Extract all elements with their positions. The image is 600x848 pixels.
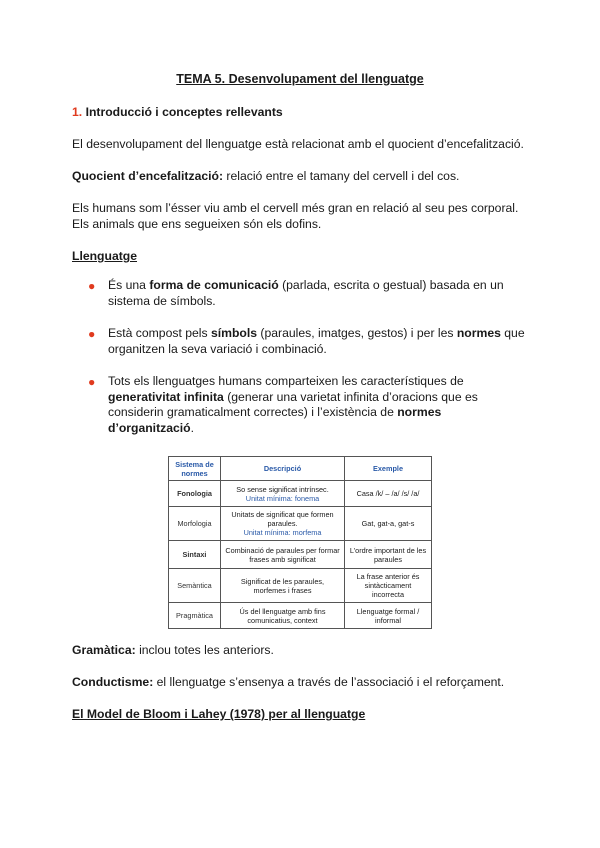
table-row	[169, 603, 432, 629]
bullet-icon: ●	[88, 327, 96, 341]
cell-example: Llenguatge formal / informal	[345, 603, 432, 629]
text: (paraules, imatges, gestos) i per les	[257, 326, 457, 340]
bold-text: normes d’organització	[108, 405, 442, 435]
table-row	[169, 541, 432, 569]
line: Els animals que ens segueixen són els dofins.	[72, 217, 322, 231]
text: Tots els llenguatges humans comparteixen les característiques de	[108, 374, 464, 388]
table-row	[169, 569, 432, 603]
term: Gramàtica:	[72, 643, 136, 657]
bold-text: símbols	[210, 326, 258, 340]
paragraph-behaviorism	[72, 674, 542, 690]
text: Unitat mínima: fonema	[245, 493, 320, 503]
cell-description	[221, 481, 345, 507]
bold-text: generativitat infinita	[108, 389, 224, 404]
text: (generar una varietat infinita d’oracions que es considerin gramaticalment correctes) i l’existència de	[108, 389, 478, 419]
cell-example: Casa /k/ – /a/ /s/ /a/	[345, 481, 432, 507]
bold-text: normes	[456, 326, 501, 340]
heading-bloom-lahey: El Model de Bloom i Lahey (1978) per al llenguatge	[72, 707, 366, 721]
table-row	[169, 481, 432, 507]
text: Està compost pels	[108, 326, 211, 340]
cell-system: Morfologia	[169, 507, 221, 541]
language-systems-table	[168, 456, 432, 629]
cell-description: Significat de les paraules, morfemes i frases	[221, 569, 345, 603]
section-label: Introducció i conceptes rellevants	[85, 105, 283, 119]
bullet-icon: ●	[88, 375, 96, 389]
heading-llenguatge: Llenguatge	[72, 249, 138, 263]
definition: inclou totes les anteriors.	[135, 643, 274, 657]
bullet-icon: ●	[88, 279, 96, 293]
paragraph-grammar	[72, 642, 542, 658]
cell-example: Gat, gat-a, gat-s	[345, 507, 432, 541]
header-cell: Exemple	[345, 457, 432, 481]
section-number: 1.	[72, 105, 83, 119]
cell-system: Fonologia	[169, 481, 221, 507]
text: Unitat mínima: morfema	[243, 528, 322, 537]
table-header-row	[169, 457, 432, 481]
list-item	[108, 326, 528, 357]
paragraph-encephalization	[72, 168, 542, 184]
cell-description	[221, 507, 345, 541]
list-item	[108, 374, 528, 436]
section-heading-1	[72, 104, 542, 120]
text: És una	[108, 278, 150, 292]
definition: relació entre el tamany del cervell i del cos.	[223, 169, 460, 183]
text: So sense significat intrínsec.	[236, 484, 329, 494]
cell-system: Sintaxi	[169, 541, 221, 569]
cell-example: La frase anterior és sintàcticament incorrecta	[345, 569, 432, 603]
cell-system: Semàntica	[169, 569, 221, 603]
cell-description: Combinació de paraules per formar frases amb significat	[221, 541, 345, 569]
text: Unitats de significat que formen paraules.	[231, 510, 334, 528]
line: Els humans som l’ésser viu amb el cervell més gran en relació al seu pes corporal.	[72, 201, 519, 215]
paragraph-humans	[72, 200, 542, 232]
definition: el llenguatge s’ensenya a través de l’associació i el reforçament.	[153, 675, 505, 689]
term: Conductisme:	[72, 675, 154, 689]
header-cell: Descripció	[221, 457, 345, 481]
page-title: TEMA 5. Desenvolupament del llenguatge	[176, 72, 424, 86]
cell-system: Pragmàtica	[169, 603, 221, 629]
cell-example: L’ordre important de les paraules	[345, 541, 432, 569]
text: (parlada, escrita o gestual) basada en un sistema de símbols.	[108, 278, 504, 308]
bold-text: forma de comunicació	[149, 278, 279, 292]
term: Quocient d’encefalització:	[72, 169, 224, 183]
cell-description: Ús del llenguatge amb fins comunicatius, context	[221, 603, 345, 629]
text: que organitzen la seva variació i combinació.	[108, 326, 525, 356]
text: .	[190, 420, 195, 435]
table-row	[169, 507, 432, 541]
list-item	[108, 278, 528, 309]
paragraph-intro: El desenvolupament del llenguatge està relacionat amb el quocient d’encefalització.	[72, 137, 524, 151]
header-cell: Sistema de normes	[169, 457, 221, 481]
